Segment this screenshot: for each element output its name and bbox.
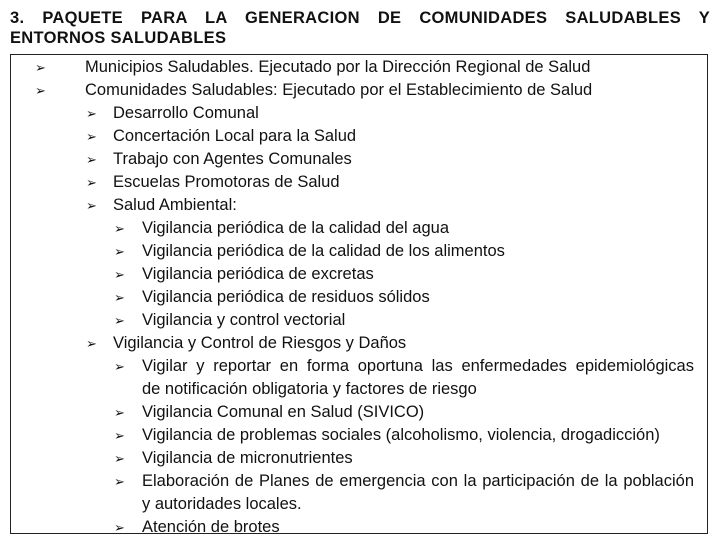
content-box — [10, 54, 708, 534]
list-item: Vigilancia de problemas sociales (alcoholismo, violencia, drogadicción) — [142, 426, 660, 444]
arrow-bullet-icon: ➢ — [35, 60, 46, 75]
list-item: Vigilancia y control vectorial — [142, 311, 346, 329]
list-item: Municipios Saludables. Ejecutado por la Dirección Regional de Salud — [85, 58, 591, 76]
section-heading — [10, 8, 710, 48]
arrow-bullet-icon: ➢ — [114, 267, 125, 282]
list-item: Vigilancia de micronutrientes — [142, 449, 353, 467]
list-item: Escuelas Promotoras de Salud — [113, 173, 340, 191]
arrow-bullet-icon: ➢ — [114, 244, 125, 259]
arrow-bullet-icon: ➢ — [114, 221, 125, 236]
arrow-bullet-icon: ➢ — [86, 175, 97, 190]
arrow-bullet-icon: ➢ — [114, 428, 125, 443]
list-item: Vigilancia periódica de la calidad de los alimentos — [142, 242, 505, 260]
arrow-bullet-icon: ➢ — [114, 451, 125, 466]
list-item: Desarrollo Comunal — [113, 104, 259, 122]
arrow-bullet-icon: ➢ — [114, 313, 125, 328]
list-item: Vigilancia y Control de Riesgos y Daños — [113, 334, 407, 352]
list-item-continuation: de notificación obligatoria y factores de riesgo — [142, 380, 477, 398]
list-item: Atención de brotes — [142, 518, 280, 536]
list-item: Vigilancia periódica de la calidad del agua — [142, 219, 449, 237]
heading-line-2: ENTORNOS SALUDABLES — [10, 29, 227, 47]
arrow-bullet-icon: ➢ — [114, 290, 125, 305]
arrow-bullet-icon: ➢ — [114, 520, 125, 535]
list-item: Elaboración de Planes de emergencia con la participación de la población — [142, 472, 694, 490]
arrow-bullet-icon: ➢ — [86, 129, 97, 144]
arrow-bullet-icon: ➢ — [35, 83, 46, 98]
arrow-bullet-icon: ➢ — [86, 336, 97, 351]
list-item: Vigilancia Comunal en Salud (SIVICO) — [142, 403, 425, 421]
list-item: Vigilancia periódica de residuos sólidos — [142, 288, 430, 306]
list-item: Vigilar y reportar en forma oportuna las enfermedades epidemiológicas — [142, 357, 694, 375]
heading-line-1: 3. PAQUETE PARA LA GENERACION DE COMUNIDADES SALUDABLES Y — [10, 9, 710, 27]
arrow-bullet-icon: ➢ — [114, 474, 125, 489]
list-item: Vigilancia periódica de excretas — [142, 265, 374, 283]
list-item: Salud Ambiental: — [113, 196, 237, 214]
arrow-bullet-icon: ➢ — [114, 359, 125, 374]
list-item: Trabajo con Agentes Comunales — [113, 150, 352, 168]
arrow-bullet-icon: ➢ — [114, 405, 125, 420]
arrow-bullet-icon: ➢ — [86, 106, 97, 121]
arrow-bullet-icon: ➢ — [86, 152, 97, 167]
list-item: Comunidades Saludables: Ejecutado por el Establecimiento de Salud — [85, 81, 593, 99]
arrow-bullet-icon: ➢ — [86, 198, 97, 213]
list-item-continuation: y autoridades locales. — [142, 495, 302, 513]
list-item: Concertación Local para la Salud — [113, 127, 357, 145]
